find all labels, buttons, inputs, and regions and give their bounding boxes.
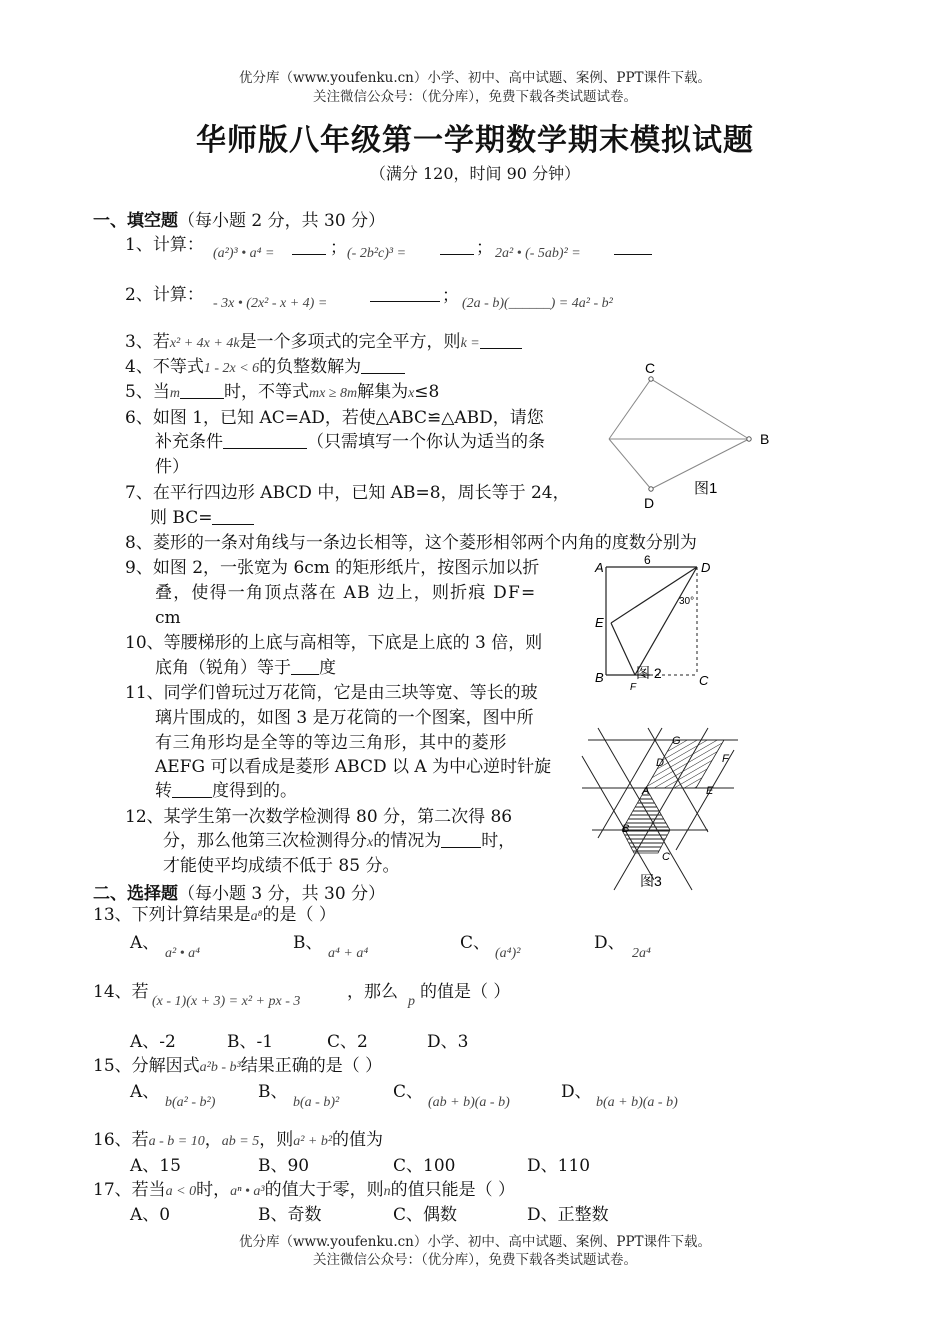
question-5: 5、当m 时，不等式mx ≥ 8m解集为x≤8 — [125, 382, 440, 402]
section-2-title: 二、选择题 — [93, 884, 178, 904]
q14-var: p — [408, 994, 415, 1009]
fig2-width-label: 6 — [644, 553, 651, 567]
fig2-label-a: A — [595, 560, 604, 575]
question-9-line-3: cm — [155, 608, 181, 628]
figure-3 — [578, 722, 738, 894]
document-title: 华师版八年级第一学期数学期末模拟试题 — [196, 123, 754, 158]
q14-option-d[interactable]: D、3 — [427, 1032, 469, 1052]
q15-option-a-expr: b(a² - b²) — [165, 1095, 216, 1110]
fig3-label-d: D — [656, 757, 664, 769]
question-1 — [125, 233, 204, 257]
q1-label: 1、计算： — [125, 235, 204, 255]
footer-line-2: 关注微信公众号：（优分库），免费下载各类试题试卷。 — [313, 1252, 637, 1268]
q17-option-b[interactable]: B、奇数 — [258, 1205, 322, 1225]
question-11-line-1: 11、同学们曾玩过万花筒，它是由三块等宽、等长的玻 — [125, 683, 538, 703]
fig3-label-b: B — [622, 823, 630, 835]
q4-blank[interactable] — [361, 355, 405, 374]
q17-option-c[interactable]: C、偶数 — [393, 1205, 458, 1225]
q13-option-b[interactable]: B、 — [293, 933, 323, 953]
q1-blank-3[interactable] — [614, 236, 652, 255]
q15-option-c-expr: (ab + b)(a - b) — [428, 1095, 510, 1110]
q13-option-c[interactable]: C、 — [460, 933, 491, 953]
question-12-line-2: 分，那么他第三次检测得分x的情况为 时， — [163, 831, 516, 851]
question-6-line-2: 补充条件 （只需填写一个你认为适当的条 — [155, 432, 545, 452]
q14-option-a[interactable]: A、-2 — [130, 1032, 176, 1052]
section-1-note: （每小题 2 分，共 30 分） — [178, 211, 386, 231]
q13-option-c-expr: (a⁴)² — [495, 946, 521, 961]
fig1-caption: 图1 — [694, 480, 718, 497]
figure-2 — [588, 552, 720, 692]
question-17: 17、若当a < 0时，aⁿ • a³的值大于零，则n的值只能是（ ） — [93, 1180, 516, 1200]
question-11-line-5: 转 度得到的。 — [155, 781, 297, 801]
q17-option-d[interactable]: D、正整数 — [527, 1205, 609, 1225]
question-14: 14、若 — [93, 982, 149, 1002]
fig2-angle-label: 30° — [679, 596, 695, 607]
q13-option-a-expr: a² • a⁴ — [165, 946, 200, 961]
question-12-line-1: 12、某学生第一次数学检测得 80 分，第二次得 86 — [125, 807, 513, 827]
question-11-line-2: 璃片围成的，如图 3 是万花筒的一个图案，图中所 — [155, 708, 534, 728]
question-2 — [125, 283, 204, 307]
question-10-line-2: 底角（锐角）等于 度 — [155, 658, 336, 678]
q6-blank[interactable] — [223, 430, 307, 449]
fig2-label-c: C — [699, 673, 709, 688]
q16-option-b[interactable]: B、90 — [258, 1156, 310, 1176]
q14-option-c[interactable]: C、2 — [327, 1032, 368, 1052]
q16-option-d[interactable]: D、110 — [527, 1156, 591, 1176]
q5-blank[interactable] — [180, 380, 224, 399]
q2-expr-2: (2a - b)(______) = 4a² - b² — [462, 296, 613, 311]
q17-option-a[interactable]: A、0 — [130, 1205, 171, 1225]
section-1-title: 一、填空题 — [93, 211, 178, 231]
fig2-label-f: F — [630, 682, 637, 692]
document-subtitle: （满分 120，时间 90 分钟） — [369, 164, 581, 183]
question-7-line-2: 则 BC= — [150, 506, 254, 530]
fig2-label-e: E — [595, 615, 604, 630]
question-3: 3、若x² + 4x + 4k是一个多项式的完全平方，则k = — [125, 330, 522, 356]
fig2-label-b: B — [595, 670, 604, 685]
q15-expr: a²b - b³ — [199, 1060, 241, 1075]
q1-blank-2[interactable] — [440, 236, 474, 255]
header-line-1: 优分库（www.youfenku.cn）小学、初中、高中试题、案例、PPT课件下载。 — [238, 70, 712, 86]
q13-option-d[interactable]: D、 — [594, 933, 625, 953]
question-8: 8、菱形的一条对角线与一条边长相等，这个菱形相邻两个内角的度数分别为 — [125, 533, 697, 553]
q15-option-b[interactable]: B、 — [258, 1082, 288, 1102]
question-11-line-4: AEFG 可以看成是菱形 ABCD 以 A 为中心逆时针旋 — [155, 757, 552, 777]
fig2-caption: 图 2 — [636, 665, 662, 681]
section-1-heading — [93, 206, 385, 231]
header-line-2: 关注微信公众号：（优分库），免费下载各类试题试卷。 — [313, 89, 637, 105]
q15-option-b-expr: b(a - b)² — [293, 1095, 340, 1110]
q15-option-d-expr: b(a + b)(a - b) — [596, 1095, 678, 1110]
q1-blank-1[interactable] — [292, 236, 326, 255]
q12-blank[interactable] — [441, 829, 481, 848]
q13-option-d-expr: 2a⁴ — [632, 946, 651, 961]
section-2-heading — [93, 879, 385, 904]
question-6-line-3: 件） — [155, 457, 189, 477]
q2-label: 2、计算： — [125, 285, 204, 305]
q3-blank[interactable] — [480, 330, 522, 349]
q2-expr-1: - 3x • (2x² - x + 4) = — [213, 296, 328, 311]
fig1-label-c: C — [645, 360, 656, 376]
fig2-label-d: D — [701, 560, 711, 575]
question-6-line-1: 6、如图 1，已知 AC=AD，若使△ABC≌△ABD，请您 — [125, 408, 544, 428]
question-15: 15、分解因式a²b - b³结果正确的是（ ） — [93, 1056, 383, 1076]
section-2-note: （每小题 3 分，共 30 分） — [178, 884, 386, 904]
fig1-label-b: B — [760, 431, 770, 447]
question-12-line-3: 才能使平均成绩不低于 85 分。 — [163, 856, 400, 876]
q10-blank[interactable] — [291, 656, 319, 675]
fig3-label-f: F — [722, 753, 729, 765]
fig3-caption: 图3 — [640, 873, 662, 889]
question-9-line-1: 9、如图 2，一张宽为 6cm 的矩形纸片，按图示加以折 — [125, 558, 540, 578]
figure-1 — [590, 358, 790, 518]
q3-expr: x² + 4x + 4k — [169, 336, 240, 351]
q13-expr: a⁸ — [250, 909, 263, 924]
footer-line-1: 优分库（www.youfenku.cn）小学、初中、高中试题、案例、PPT课件下载。 — [238, 1234, 712, 1250]
q2-blank-1[interactable] — [370, 283, 440, 302]
question-9-line-2: 叠，使得一角顶点落在 AB 边上，则折痕 DF= — [155, 583, 537, 603]
q1-expr-3: 2a² • (- 5ab)² = — [495, 246, 581, 261]
question-16: 16、若a - b = 10，ab = 5，则a² + b²的值为 — [93, 1130, 384, 1150]
q5-expr: mx ≥ 8m — [308, 386, 358, 401]
q15-option-d[interactable]: D、 — [561, 1082, 592, 1102]
q1-expr-2: (- 2b²c)³ = — [347, 246, 407, 261]
q13-option-b-expr: a⁴ + a⁴ — [328, 946, 369, 961]
question-13: 13、下列计算结果是a⁸的是（ ） — [93, 905, 336, 925]
q15-option-c[interactable]: C、 — [393, 1082, 424, 1102]
q16-option-a[interactable]: A、15 — [130, 1156, 181, 1176]
question-10-line-1: 10、等腰梯形的上底与高相等，下底是上底的 3 倍，则 — [125, 633, 543, 653]
question-7-line-1: 7、在平行四边形 ABCD 中，已知 AB=8，周长等于 24， — [125, 483, 570, 503]
q15-option-a[interactable]: A、 — [130, 1082, 160, 1102]
question-11-line-3: 有三角形均是全等的等边三角形，其中的菱形 — [155, 733, 507, 753]
q13-option-a[interactable]: A、 — [130, 933, 160, 953]
q4-expr: 1 - 2x < 6 — [203, 361, 260, 376]
q14-option-b[interactable]: B、-1 — [227, 1032, 274, 1052]
fig1-label-d: D — [644, 495, 655, 511]
q11-blank[interactable] — [172, 779, 212, 798]
fig3-label-c: C — [662, 851, 670, 863]
q7-blank[interactable] — [212, 506, 254, 525]
q14-expr: (x - 1)(x + 3) = x² + px - 3 — [152, 994, 301, 1009]
fig3-label-a: A — [642, 785, 650, 797]
fig3-label-g: G — [672, 735, 681, 747]
fig3-label-e: E — [706, 785, 714, 797]
q16-option-c[interactable]: C、100 — [393, 1156, 456, 1176]
question-4: 4、不等式1 - 2x < 6的负整数解为 — [125, 355, 405, 381]
q1-expr-1: (a²)³ • a⁴ = — [213, 246, 275, 261]
